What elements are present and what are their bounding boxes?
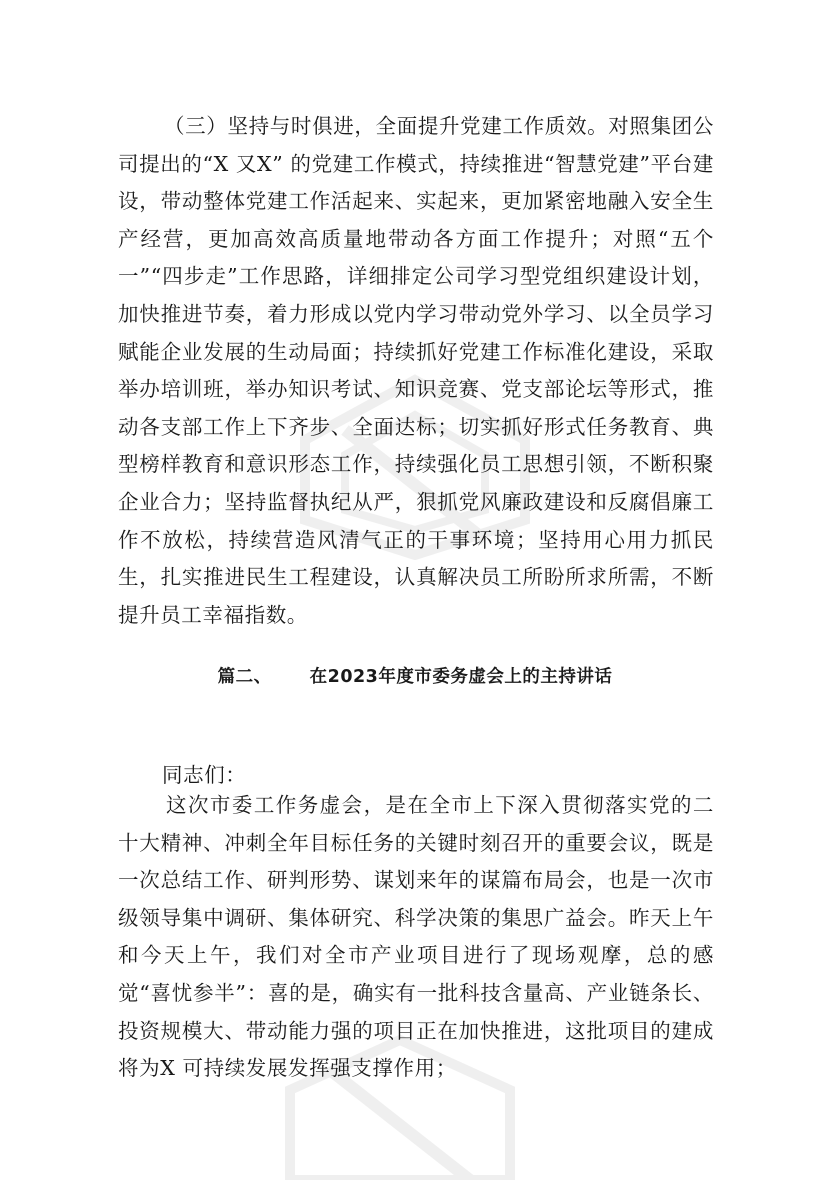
section-3-paragraph: （三）坚持与时俱进，全面提升党建工作质效。对照集团公司提出的“X 又X” 的党建工作模式，持续推进“智慧党建”平台建设，带动整体党建工作活起来、实起来，更加紧密地融入安全生产经营，更加高效高质量地带动各方面工作提升；对照“五个一”“四步走”工作思路，详细排定公司学习型党组织建设计划，加快推进节奏，着力形成以党内学习带动党外学习、以全员学习赋能企业发展的生动局面；持续抓好党建工作标准化建设，采取举办培训班，举办知识考试、知识竞赛、党支部论坛等形式，推动各支部工作上下齐步、全面达标；切实抓好形式任务教育、典型榜样教育和意识形态工作，持续强化员工思想引领，不断积聚企业合力；坚持监督执纪从严，狠抓党风廉政建设和反腐倡廉工作不放松，持续营造风清气正的干事环境；坚持用心用力抓民生，扎实推进民生工程建设，认真解决员工所盼所求所需，不断提升员工幸福指数。: [118, 114, 714, 627]
article-title: 在2023年度市委务虚会上的主持讲话: [309, 667, 613, 687]
article-heading: [0, 664, 830, 690]
salutation: 同志们：: [162, 763, 247, 787]
article-number: 篇二、: [217, 667, 272, 687]
speech-paragraph: 这次市委工作务虚会，是在全市上下深入贯彻落实党的二十大精神、冲刺全年目标任务的关键时刻召开的重要会议，既是一次总结工作、研判形势、谋划来年的谋篇布局会，也是一次市级领导集中调研、集体研究、科学决策的集思广益会。昨天上午和今天上午，我们对全市产业项目进行了现场观摩，总的感觉“喜忧参半”：喜的是，确实有一批科技含量高、产业链条长、投资规模大、带动能力强的项目正在加快推进，这批项目的建成将为X 可持续发展发挥强支撑作用；: [118, 793, 714, 1081]
